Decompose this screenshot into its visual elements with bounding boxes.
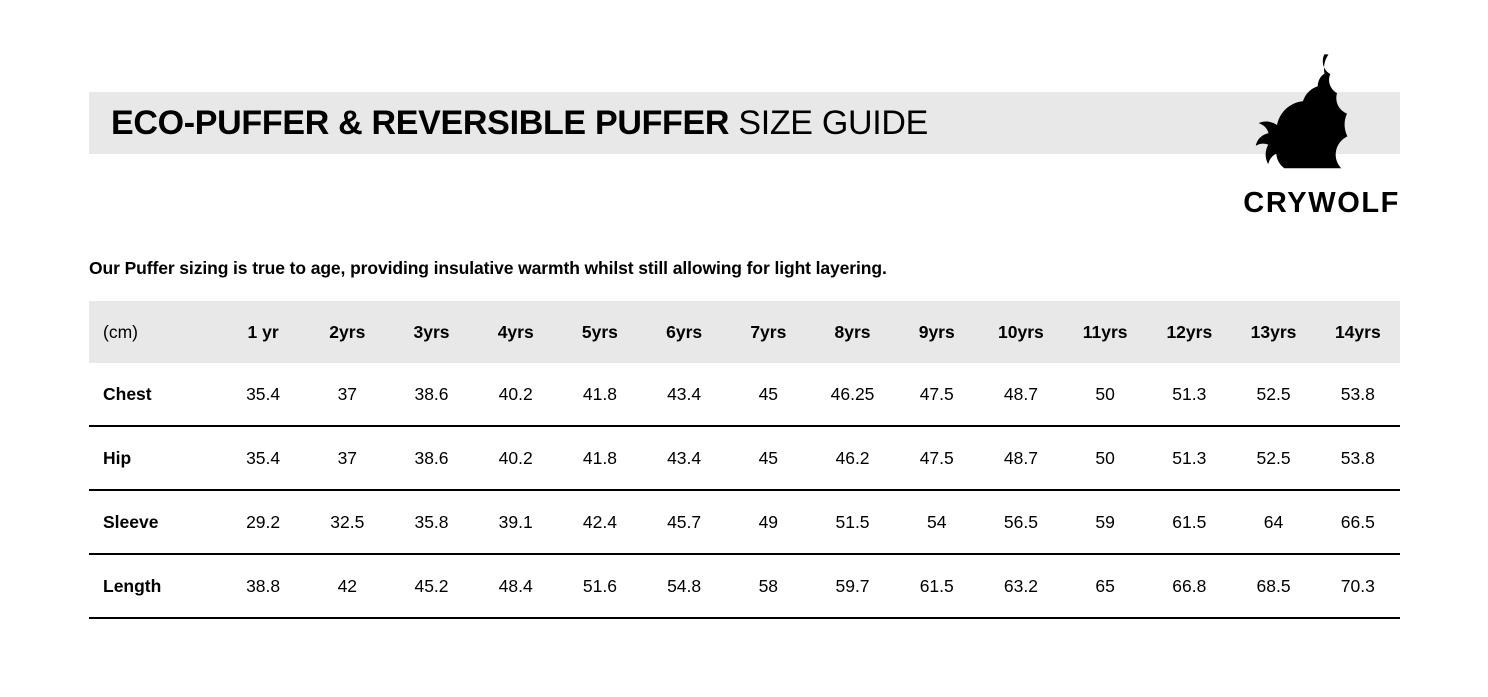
table-row (89, 490, 1400, 554)
cell-chest-5yrs: 41.8 (558, 363, 642, 426)
cell-sleeve-2yrs: 32.5 (305, 490, 389, 554)
column-header-7yrs: 7yrs (750, 321, 787, 342)
cell-length-10yrs: 63.2 (979, 554, 1063, 618)
cell-sleeve-3yrs: 35.8 (389, 490, 473, 554)
cell-hip-11yrs: 50 (1063, 426, 1147, 490)
column-header-9yrs: 9yrs (918, 321, 955, 342)
cell-sleeve-10yrs: 56.5 (979, 490, 1063, 554)
cell-sleeve-5yrs: 42.4 (558, 490, 642, 554)
cell-chest-13yrs: 52.5 (1231, 363, 1315, 426)
table-row (89, 554, 1400, 618)
row-label-length: Length (89, 554, 221, 618)
cell-hip-8yrs: 46.2 (810, 426, 894, 490)
column-header-13yrs: 13yrs (1250, 321, 1297, 342)
brand-logo (1200, 52, 1400, 222)
cell-hip-9yrs: 47.5 (895, 426, 979, 490)
column-header-5yrs: 5yrs (581, 321, 618, 342)
cell-hip-13yrs: 52.5 (1231, 426, 1315, 490)
column-header-unit: (cm) (103, 321, 138, 342)
cell-hip-1yr: 35.4 (221, 426, 305, 490)
cell-length-14yrs: 70.3 (1316, 554, 1400, 618)
cell-sleeve-14yrs: 66.5 (1316, 490, 1400, 554)
cell-hip-5yrs: 41.8 (558, 426, 642, 490)
howling-wolf-icon (1236, 52, 1356, 182)
column-header-11yrs: 11yrs (1082, 321, 1128, 342)
size-table-head (89, 301, 1400, 363)
page-title (89, 106, 928, 140)
cell-hip-6yrs: 43.4 (642, 426, 726, 490)
cell-hip-7yrs: 45 (726, 426, 810, 490)
cell-chest-6yrs: 43.4 (642, 363, 726, 426)
cell-hip-14yrs: 53.8 (1316, 426, 1400, 490)
table-row (89, 363, 1400, 426)
cell-chest-11yrs: 50 (1063, 363, 1147, 426)
column-header-12yrs: 12yrs (1166, 321, 1213, 342)
cell-sleeve-12yrs: 61.5 (1147, 490, 1231, 554)
brand-wordmark: CRYWOLF (1243, 187, 1400, 219)
size-table-body (89, 363, 1400, 618)
column-header-4yrs: 4yrs (497, 321, 534, 342)
size-table (89, 301, 1400, 619)
column-header-8yrs: 8yrs (834, 321, 871, 342)
row-label-sleeve: Sleeve (89, 490, 221, 554)
cell-hip-4yrs: 40.2 (474, 426, 558, 490)
column-header-1yr: 1 yr (247, 321, 279, 342)
column-header-6yrs: 6yrs (666, 321, 703, 342)
cell-length-7yrs: 58 (726, 554, 810, 618)
cell-length-8yrs: 59.7 (810, 554, 894, 618)
cell-length-4yrs: 48.4 (474, 554, 558, 618)
cell-chest-14yrs: 53.8 (1316, 363, 1400, 426)
cell-chest-10yrs: 48.7 (979, 363, 1063, 426)
cell-hip-2yrs: 37 (305, 426, 389, 490)
cell-length-13yrs: 68.5 (1231, 554, 1315, 618)
column-header-3yrs: 3yrs (413, 321, 450, 342)
cell-sleeve-11yrs: 59 (1063, 490, 1147, 554)
size-table-wrapper (89, 301, 1400, 619)
table-header-row (89, 301, 1400, 363)
cell-length-11yrs: 65 (1063, 554, 1147, 618)
cell-hip-3yrs: 38.6 (389, 426, 473, 490)
page-title-light: SIZE GUIDE (729, 104, 929, 142)
column-header-14yrs: 14yrs (1334, 321, 1381, 342)
cell-chest-2yrs: 37 (305, 363, 389, 426)
cell-chest-12yrs: 51.3 (1147, 363, 1231, 426)
cell-chest-8yrs: 46.25 (810, 363, 894, 426)
cell-chest-7yrs: 45 (726, 363, 810, 426)
intro-text: Our Puffer sizing is true to age, providing insulative warmth whilst still allowing for light layering. (89, 258, 887, 278)
page-title-bold: ECO-PUFFER & REVERSIBLE PUFFER (111, 104, 730, 142)
cell-chest-1yr: 35.4 (221, 363, 305, 426)
cell-sleeve-8yrs: 51.5 (810, 490, 894, 554)
cell-chest-3yrs: 38.6 (389, 363, 473, 426)
column-header-10yrs: 10yrs (998, 321, 1044, 342)
cell-length-3yrs: 45.2 (389, 554, 473, 618)
cell-sleeve-7yrs: 49 (726, 490, 810, 554)
cell-length-2yrs: 42 (305, 554, 389, 618)
cell-length-5yrs: 51.6 (558, 554, 642, 618)
cell-hip-10yrs: 48.7 (979, 426, 1063, 490)
row-label-chest: Chest (89, 363, 221, 426)
cell-sleeve-9yrs: 54 (895, 490, 979, 554)
cell-length-6yrs: 54.8 (642, 554, 726, 618)
cell-sleeve-13yrs: 64 (1231, 490, 1315, 554)
cell-length-1yr: 38.8 (221, 554, 305, 618)
cell-length-9yrs: 61.5 (895, 554, 979, 618)
row-label-hip: Hip (89, 426, 221, 490)
column-header-2yrs: 2yrs (329, 321, 366, 342)
cell-chest-4yrs: 40.2 (474, 363, 558, 426)
table-row (89, 426, 1400, 490)
cell-length-12yrs: 66.8 (1147, 554, 1231, 618)
cell-hip-12yrs: 51.3 (1147, 426, 1231, 490)
cell-sleeve-1yr: 29.2 (221, 490, 305, 554)
cell-sleeve-6yrs: 45.7 (642, 490, 726, 554)
cell-sleeve-4yrs: 39.1 (474, 490, 558, 554)
cell-chest-9yrs: 47.5 (895, 363, 979, 426)
